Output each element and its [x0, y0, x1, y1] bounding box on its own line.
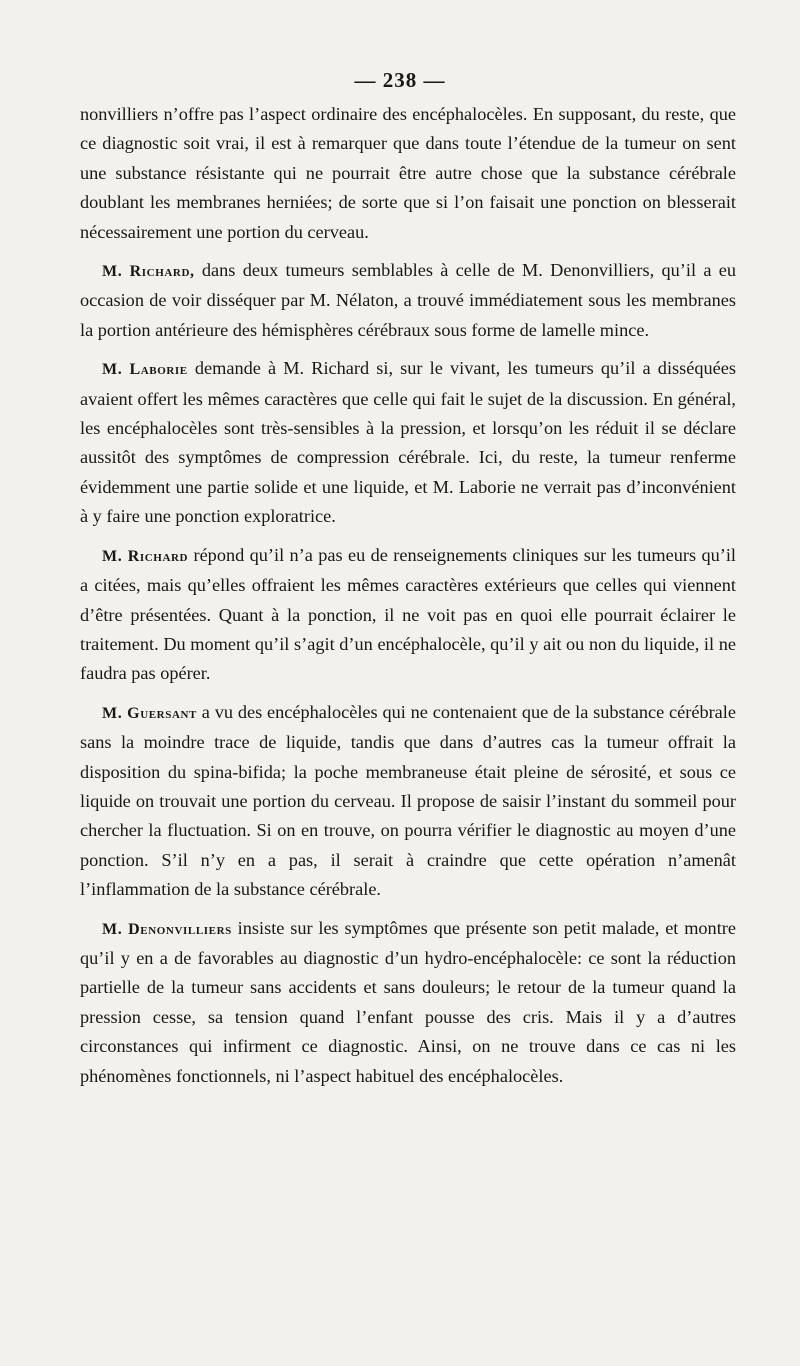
- paragraph-continuation: [80, 100, 736, 247]
- paragraph-richard-2: [80, 541, 736, 689]
- speaker-name: M. Richard: [102, 547, 189, 565]
- paragraph-text: insiste sur les symptômes que présente son petit malade, et montre qu’il y en a de favorables au diagnostic d’un hydro-encéphalocèle: ce sont la réduction partielle de la tumeur sans accidents et sans douleurs; le retour de la tumeur quand la pression cesse, sa tension quand l’enfant pousse des cris. Mais il y a d’autres circonstances qui infirment ce diagnostic. Ainsi, on ne trouve dans ce cas ni les phénomènes fonctionnels, ni l’aspect habituel des encéphalocèles.: [80, 917, 736, 1086]
- paragraph-text: demande à M. Richard si, sur le vivant, les tumeurs qu’il a disséquées avaient offert les mêmes caractères que celle qui fait le sujet de la discussion. En général, les encéphalocèles sont très-sensibles à la pression, et lorsqu’on les réduit il se déclare aussitôt des symptômes de compression cérébrale. Ici, du reste, la tumeur renferme évidemment une partie solide et une liquide, et M. Laborie ne verrait pas d’inconvénient à y faire une ponction exploratrice.: [80, 358, 736, 527]
- paragraph-text: nonvilliers n’offre pas l’aspect ordinaire des encéphalocèles. En supposant, du reste, que ce diagnostic soit vrai, il est à remarquer que dans toute l’étendue de la tumeur on sent une substance résistante qui ne pourrait être autre chose que la substance cérébrale doublant les membranes herniées; de sorte que si l’on faisait une ponction on blesserait nécessairement une portion du cerveau.: [80, 104, 736, 242]
- paragraph-denonvilliers: [80, 914, 736, 1091]
- paragraph-text: répond qu’il n’a pas eu de renseignements cliniques sur les tumeurs qu’il a citées, mais qu’elles offraient les mêmes caractères extérieurs que celles qui viennent d’être présentées. Quant à la ponction, il ne voit pas en quoi elle pourrait éclairer le traitement. Du moment qu’il s’agit d’un encéphalocèle, qu’il y ait ou non du liquide, il ne faudra pas opérer.: [80, 544, 736, 684]
- speaker-name: M. Denonvilliers: [102, 920, 232, 938]
- paragraph-text: dans deux tumeurs semblables à celle de M. Denonvilliers, qu’il a eu occasion de voir disséquer par M. Nélaton, a trouvé immédiatement sous les membranes la portion antérieure des hémisphères cérébraux sous forme de lamelle mince.: [80, 260, 736, 340]
- speaker-name: M. Laborie: [102, 361, 188, 379]
- speaker-name: M. Richard,: [102, 263, 195, 281]
- body-text: [80, 100, 736, 1091]
- paragraph-laborie: [80, 354, 736, 531]
- page-number: — 238 —: [354, 68, 446, 92]
- paragraph-guersant: [80, 698, 736, 905]
- paragraph-richard-1: [80, 256, 736, 345]
- speaker-name: M. Guersant: [102, 704, 197, 722]
- paragraph-text: a vu des encéphalocèles qui ne contenaient que de la substance cérébrale sans la moindre trace de liquide, tandis que dans d’autres cas la tumeur offrait la disposition du spina-bifida; la poche membraneuse était pleine de sérosité, et sous ce liquide on trouvait une portion du cerveau. Il propose de saisir l’instant du sommeil pour chercher la fluctuation. Si on en trouve, on pourra vérifier le diagnostic au moyen d’une ponction. S’il n’y en a pas, il serait à craindre que cette opération n’amenât l’inflammation de la substance cérébrale.: [80, 701, 736, 900]
